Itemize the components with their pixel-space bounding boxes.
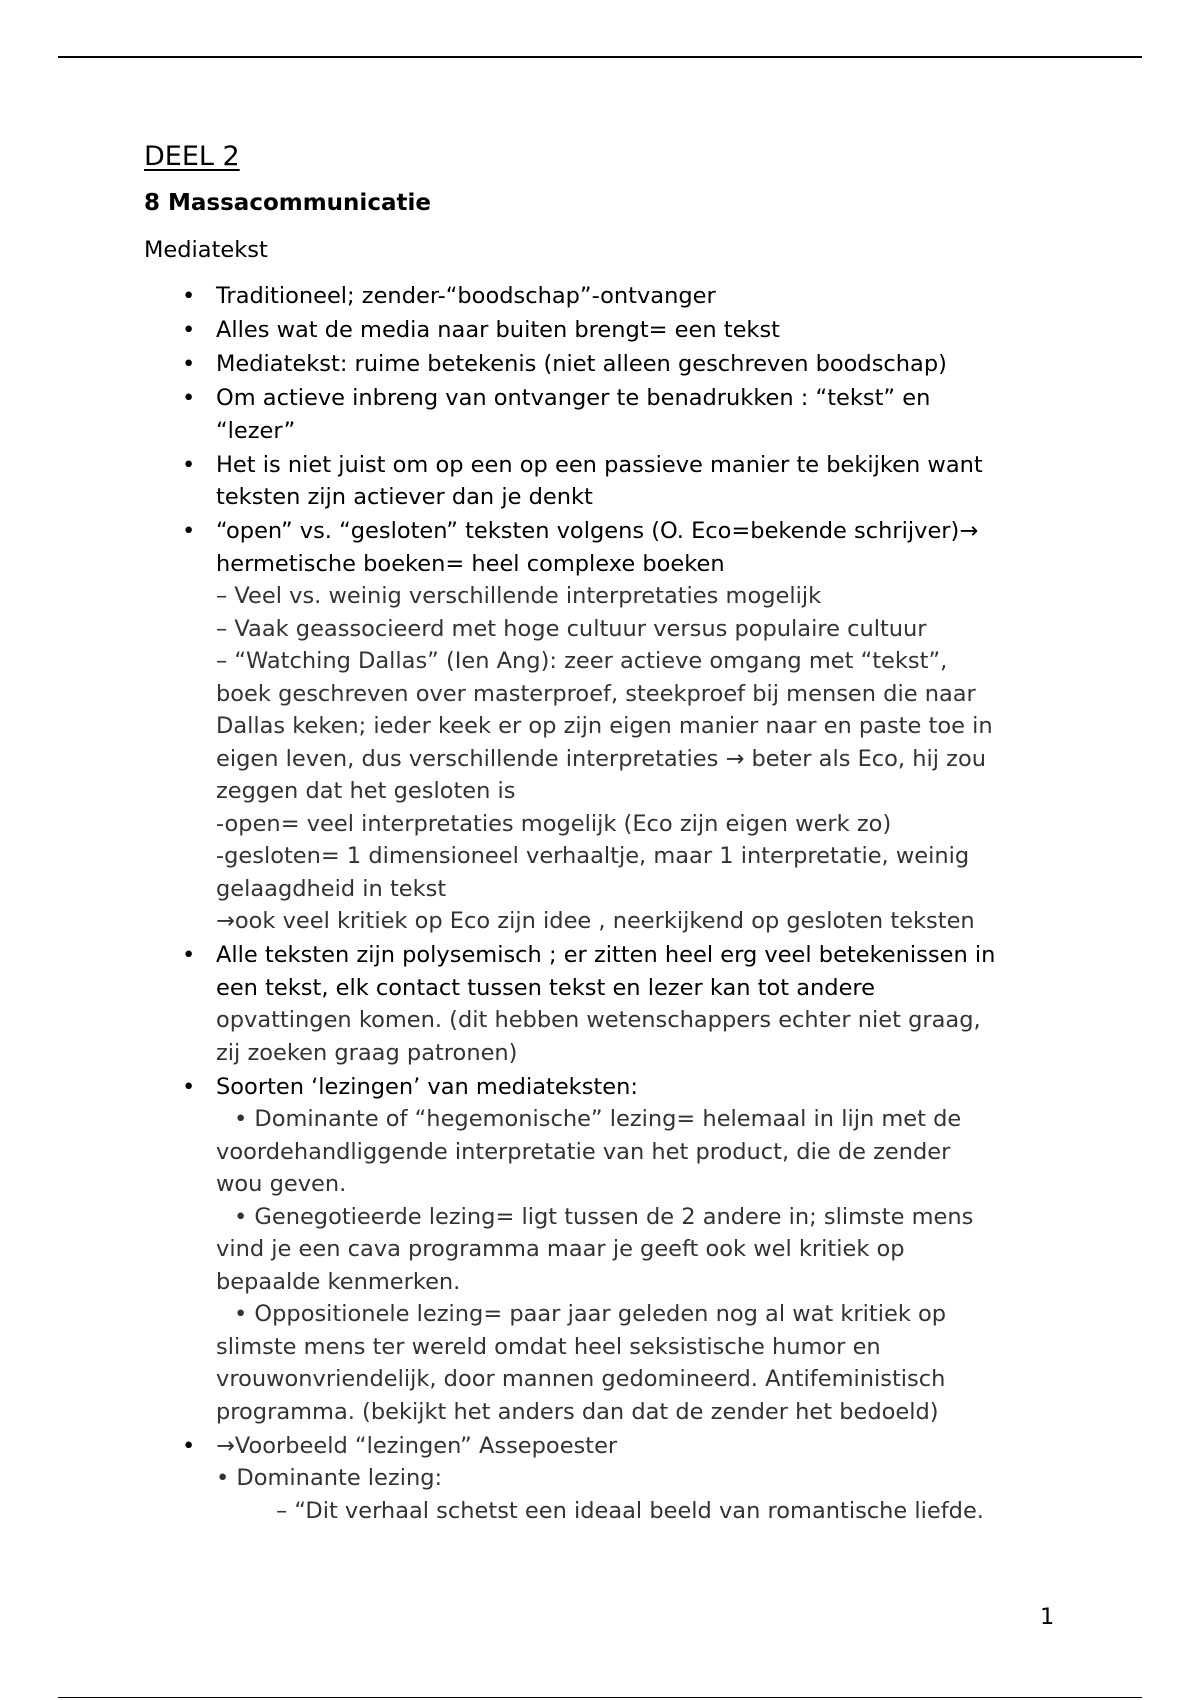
header-rule: [58, 56, 1142, 58]
text-line: • Het is niet juist om op een op een passieve manier te bekijken want: [216, 451, 983, 478]
list-item: [216, 515, 1084, 938]
detail-line: slimste mens ter wereld omdat heel seksistische humor en: [216, 1333, 881, 1360]
detail-line: Dallas keken; ieder keek er op zijn eigen manier naar en paste toe in: [216, 713, 993, 739]
text-line: • Om actieve inbreng van ontvanger te benadrukken : “tekst” en: [216, 385, 931, 411]
detail-line: programma. (bekijkt het anders dan dat de zender het bedoeld): [216, 1398, 939, 1425]
document-body: [144, 139, 1084, 1529]
detail-line: – Veel vs. weinig verschillende interpretaties mogelijk: [216, 583, 822, 609]
detail-line: gelaagdheid in tekst: [216, 875, 447, 902]
detail-line: →ook veel kritiek op Eco zijn idee , neerkijkend op gesloten teksten: [216, 908, 975, 934]
text-line: • Mediatekst: ruime betekenis (niet alleen geschreven boodschap): [216, 351, 947, 377]
chapter-title: 8 Massacommunicatie: [144, 190, 431, 216]
detail-line: -open= veel interpretaties mogelijk (Eco zijn eigen werk zo): [216, 810, 892, 837]
text-line: • Alle teksten zijn polysemisch ; er zitten heel erg veel betekenissen in: [216, 942, 996, 968]
sub-bullet-line: • Oppositionele lezing= paar jaar geleden nog al wat kritiek op: [234, 1301, 947, 1327]
bullet-list: [144, 280, 1084, 1527]
text-line: • →Voorbeeld “lezingen” Assepoester: [216, 1432, 618, 1459]
detail-line: eigen leven, dus verschillende interpretaties → beter als Eco, hij zou: [216, 745, 986, 772]
section-title: Mediatekst: [144, 236, 268, 263]
sub-bullet-line: • Genegotieerde lezing= ligt tussen de 2 andere in; slimste mens: [234, 1203, 974, 1230]
text-line: hermetische boeken= heel complexe boeken: [216, 550, 725, 577]
list-item: [216, 314, 1084, 347]
detail-line: zeggen dat het gesloten is: [216, 778, 516, 804]
footer-rule: [58, 1697, 1142, 1698]
list-item: [216, 280, 1084, 313]
list-item: [216, 1071, 1084, 1429]
text-line: een tekst, elk contact tussen tekst en lezer kan tot andere: [216, 974, 876, 1001]
detail-line: voordehandliggende interpretatie van het product, die de zender: [216, 1138, 951, 1165]
detail-line: vind je een cava programma maar je geeft ook wel kritiek op: [216, 1236, 905, 1262]
list-item: [216, 1430, 1084, 1528]
detail-line: – “Watching Dallas” (Ien Ang): zeer actieve omgang met “tekst”,: [216, 648, 948, 674]
text-line: “lezer”: [216, 417, 296, 444]
list-item: [216, 382, 1084, 447]
detail-line: opvattingen komen. (dit hebben wetenschappers echter niet graag,: [216, 1007, 981, 1033]
page-number: 1: [1040, 1604, 1055, 1630]
text-line: • Traditioneel; zender-“boodschap”-ontvanger: [216, 283, 716, 309]
sub-bullet-line: • Dominante of “hegemonische” lezing= helemaal in lijn met de: [234, 1106, 962, 1132]
sub-bullet-line: • Dominante lezing:: [216, 1465, 443, 1491]
detail-line: -gesloten= 1 dimensioneel verhaaltje, maar 1 interpretatie, weinig: [216, 843, 970, 869]
list-item: [216, 348, 1084, 381]
detail-line: vrouwonvriendelijk, door mannen gedomineerd. Antifeministisch: [216, 1366, 946, 1392]
text-line: teksten zijn actiever dan je denkt: [216, 484, 593, 510]
text-line: • “open” vs. “gesloten” teksten volgens (O. Eco=bekende schrijver)→: [216, 518, 979, 544]
detail-line: zij zoeken graag patronen): [216, 1039, 518, 1066]
list-item: [216, 449, 1084, 514]
text-line: • Alles wat de media naar buiten brengt= een tekst: [216, 317, 780, 343]
quote-line: – “Dit verhaal schetst een ideaal beeld van romantische liefde.: [276, 1497, 984, 1524]
text-line: • Soorten ‘lezingen’ van mediateksten:: [216, 1073, 638, 1100]
part-title: DEEL 2: [144, 141, 240, 172]
detail-line: bepaalde kenmerken.: [216, 1268, 461, 1295]
detail-line: boek geschreven over masterproef, steekproef bij mensen die naar: [216, 680, 976, 707]
detail-line: wou geven.: [216, 1171, 347, 1197]
list-item: [216, 939, 1084, 1069]
detail-line: – Vaak geassocieerd met hoge cultuur versus populaire cultuur: [216, 615, 927, 642]
